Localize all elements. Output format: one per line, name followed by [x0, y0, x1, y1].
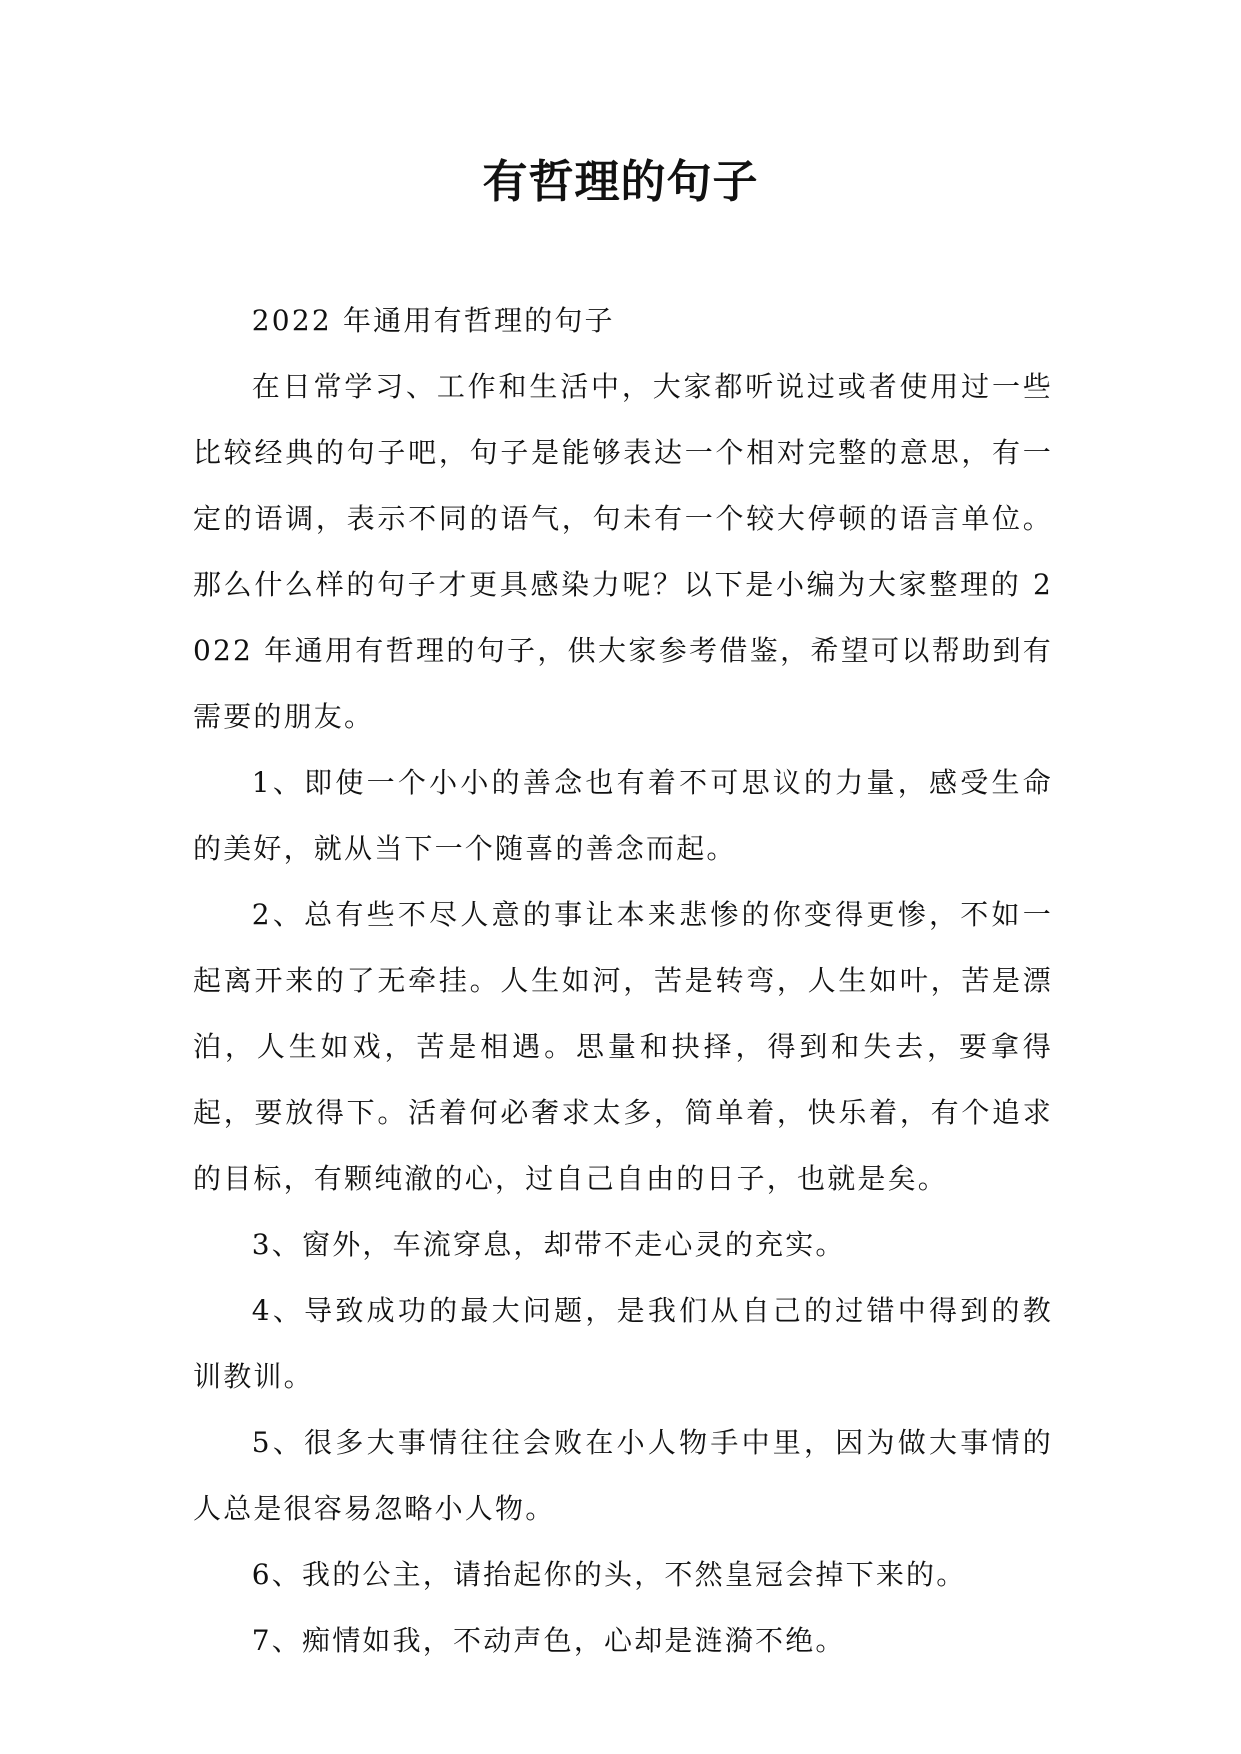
quote-paragraph-6: 6、我的公主，请抬起你的头，不然皇冠会掉下来的。 [251, 1558, 967, 1591]
quote-paragraph-4: 4、导致成功的最大问题，是我们从自己的过错中得到的教训教训。 [193, 1294, 1053, 1393]
intro-paragraph: 在日常学习、工作和生活中，大家都听说过或者使用过一些比较经典的句子吧，句子是能够表达一个相对完整的意思，有一定的语调，表示不同的语气，句未有一个较大停顿的语言单位。那么什么样的句子才更具感染力呢？以下是小编为大家整理的 2022 年通用有哲理的句子，供大家参考借鉴，希望可以帮助到有需要的朋友。 [193, 370, 1053, 733]
quote-paragraph-5: 5、很多大事情往往会败在小人物手中里，因为做大事情的人总是很容易忽略小人物。 [193, 1426, 1053, 1525]
subtitle-paragraph: 2022 年通用有哲理的句子 [251, 304, 615, 337]
quote-paragraph-2: 2、总有些不尽人意的事让本来悲惨的你变得更惨，不如一起离开来的了无牵挂。人生如河，苦是转弯，人生如叶，苦是漂泊，人生如戏，苦是相遇。思量和抉择，得到和失去，要拿得起，要放得下。活着何必奢求太多，简单着，快乐着，有个追求的目标，有颗纯澈的心，过自己自由的日子，也就是矣。 [193, 898, 1053, 1195]
quote-paragraph-7: 7、痴情如我，不动声色，心却是涟漪不绝。 [251, 1624, 846, 1657]
document-body [193, 288, 1053, 1674]
quote-paragraph-1: 1、即使一个小小的善念也有着不可思议的力量，感受生命的美好，就从当下一个随喜的善念而起。 [193, 766, 1053, 865]
document-title: 有哲理的句子 [482, 155, 759, 208]
quote-paragraph-3: 3、窗外，车流穿息，却带不走心灵的充实。 [251, 1228, 846, 1261]
